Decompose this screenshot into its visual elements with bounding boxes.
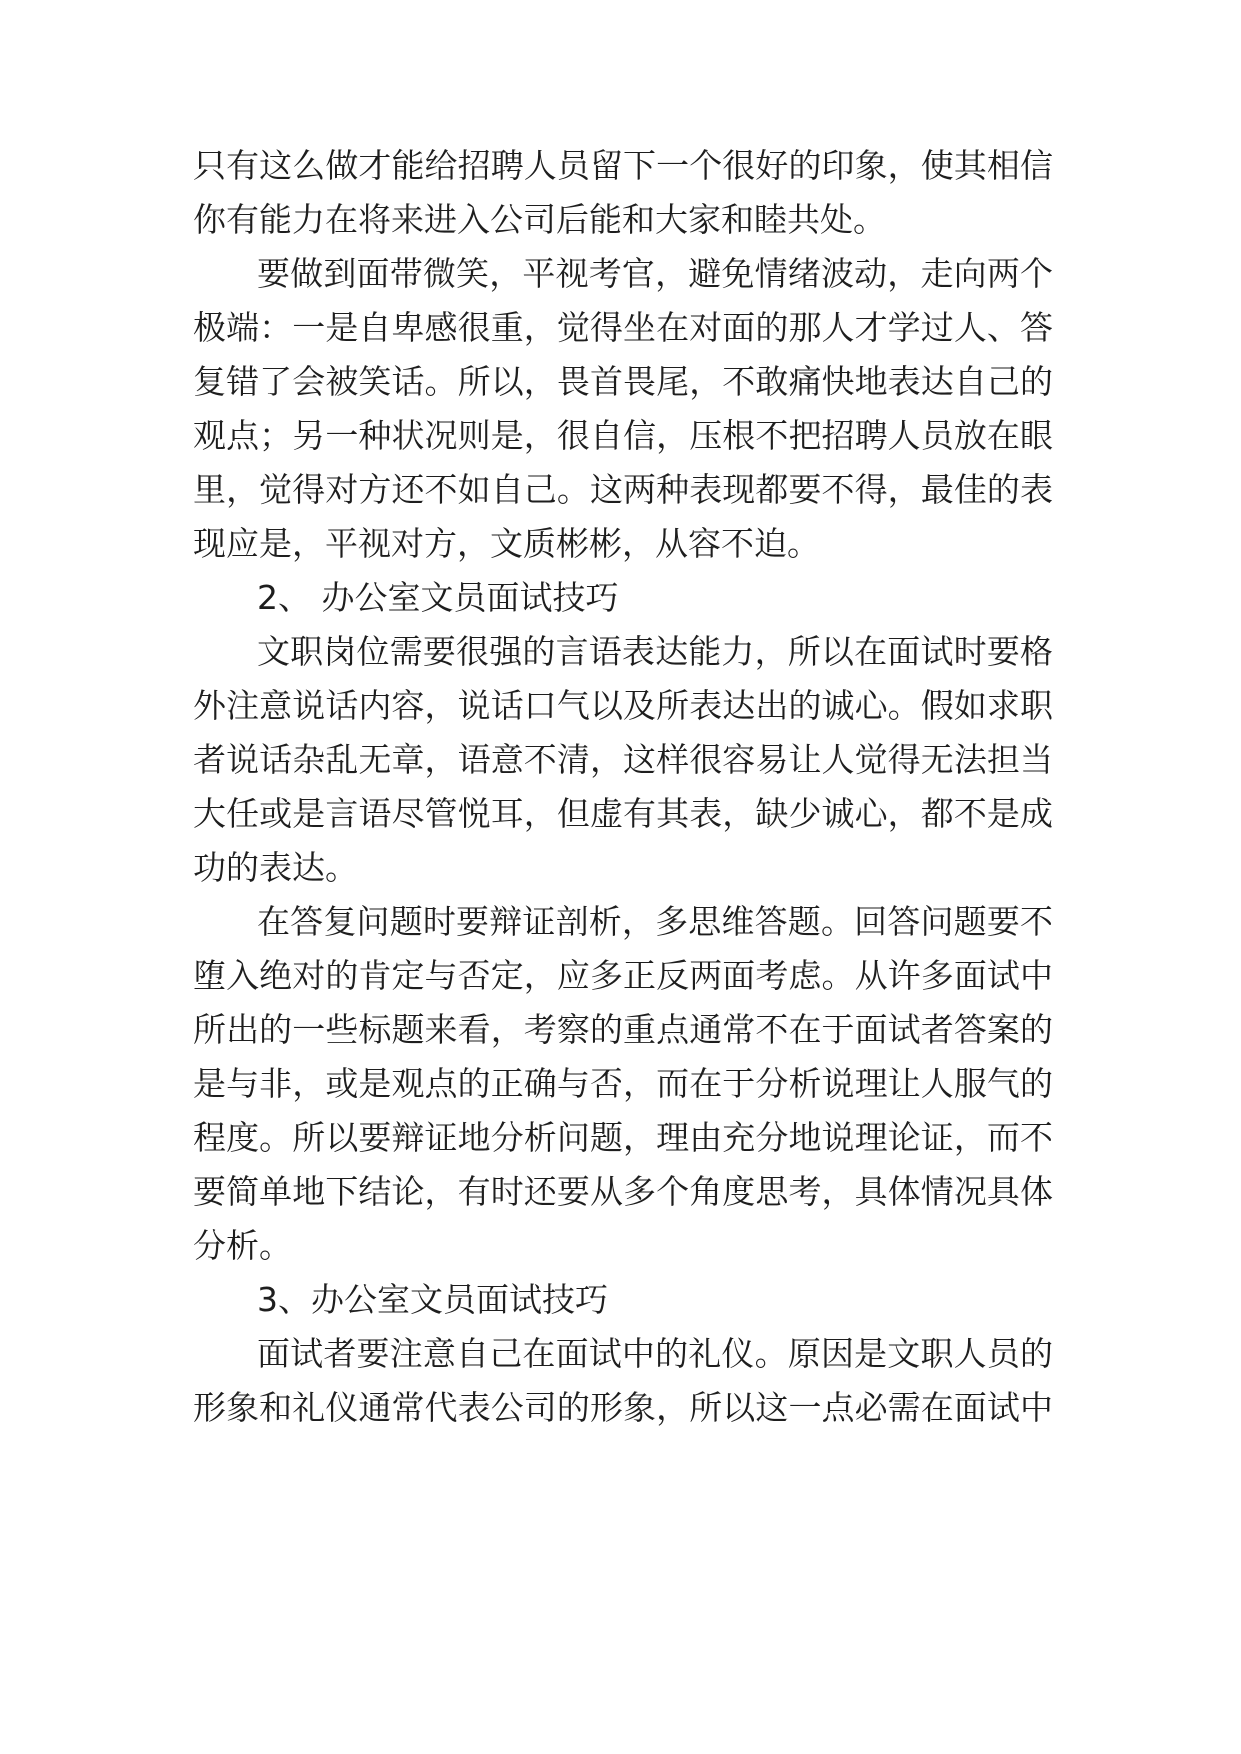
text-line: 程度。所以要辩证地分析问题，理由充分地说理论证，而不	[193, 1118, 1053, 1157]
text-line: 你有能力在将来进入公司后能和大家和睦共处。	[193, 200, 886, 239]
text-line: 复错了会被笑话。所以，畏首畏尾，不敢痛快地表达自己的	[193, 362, 1053, 401]
text-line: 堕入绝对的肯定与否定，应多正反两面考虑。从许多面试中	[193, 956, 1053, 995]
text-line: 文职岗位需要很强的言语表达能力，所以在面试时要格	[257, 632, 1053, 671]
text-line: 者说话杂乱无章，语意不清，这样很容易让人觉得无法担当	[193, 740, 1053, 779]
text-line: 大任或是言语尽管悦耳，但虚有其表，缺少诚心，都不是成	[193, 794, 1053, 833]
text-line: 要做到面带微笑，平视考官，避免情绪波动，走向两个	[257, 254, 1053, 293]
section-heading: 2、 办公室文员面试技巧	[257, 578, 619, 617]
text-line: 极端：一是自卑感很重，觉得坐在对面的那人才学过人、答	[193, 308, 1053, 347]
section-heading: 3、办公室文员面试技巧	[257, 1280, 608, 1319]
text-line: 要简单地下结论，有时还要从多个角度思考，具体情况具体	[193, 1172, 1053, 1211]
text-line: 功的表达。	[193, 848, 358, 887]
text-line: 分析。	[193, 1226, 292, 1265]
text-line: 现应是，平视对方，文质彬彬，从容不迫。	[193, 524, 820, 563]
text-line: 里，觉得对方还不如自己。这两种表现都要不得，最佳的表	[193, 470, 1053, 509]
text-line: 是与非，或是观点的正确与否，而在于分析说理让人服气的	[193, 1064, 1053, 1103]
text-line: 在答复问题时要辩证剖析，多思维答题。回答问题要不	[257, 902, 1053, 941]
text-line: 所出的一些标题来看，考察的重点通常不在于面试者答案的	[193, 1010, 1053, 1049]
text-line: 外注意说话内容，说话口气以及所表达出的诚心。假如求职	[193, 686, 1053, 725]
text-line: 观点；另一种状况则是，很自信，压根不把招聘人员放在眼	[193, 416, 1053, 455]
text-line: 面试者要注意自己在面试中的礼仪。原因是文职人员的	[257, 1334, 1053, 1373]
text-line: 只有这么做才能给招聘人员留下一个很好的印象，使其相信	[193, 146, 1053, 185]
text-line: 形象和礼仪通常代表公司的形象，所以这一点必需在面试中	[193, 1388, 1053, 1427]
